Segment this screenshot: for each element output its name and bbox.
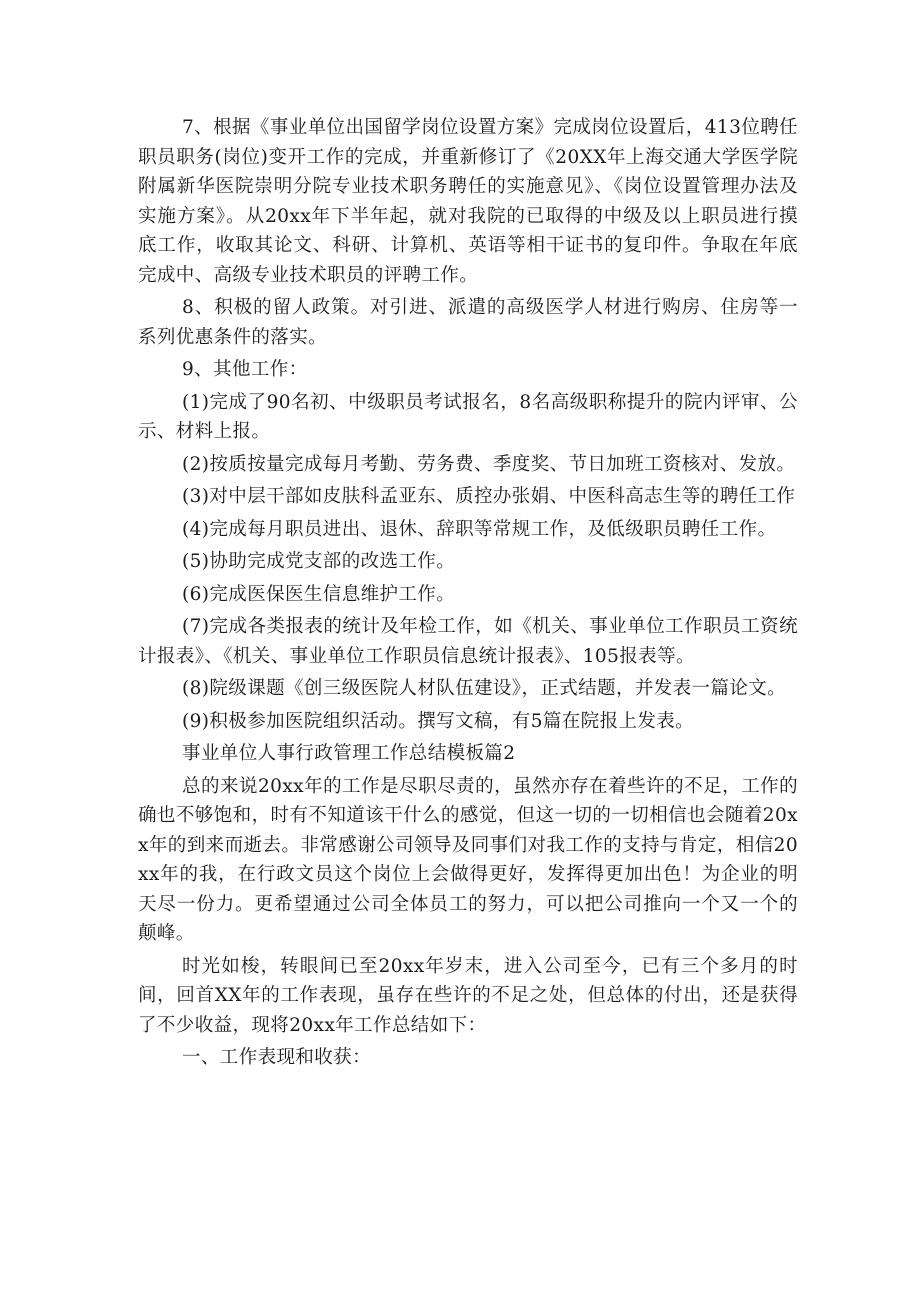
list-item-8: (8)院级课题《创三级医院人材队伍建设》，正式结题，并发表一篇论文。 <box>182 678 787 699</box>
paragraph-item-7: 7、根据《事业单位出国留学岗位设置方案》完成岗位设置后，413位聘任职员职务(岗位)变开工作的完成，并重新修订了《20XX年上海交通大学医学院附属新华医院崇明分院专业技术职务聘任的实施意见》、《岗位设置管理办法及实施方案》。从20xx年下半年起，就对我院的已取得的中级及以上职员进行摸底工作，收取其论文、科研、计算机、英语等相干证书的复印件。争取在年底完成中、高级专业技术职员的评聘工作。 <box>138 117 798 286</box>
list-item-6: (6)完成医保医生信息维护工作。 <box>182 583 456 605</box>
list-item-1: (1)完成了90名初、中级职员考试报名，8名高级职称提升的院内评审、公示、材料上报。 <box>138 391 798 442</box>
section-title: 事业单位人事行政管理工作总结模板篇2 <box>182 743 516 764</box>
list-item-2: (2)按质按量完成每月考勤、劳务费、季度奖、节日加班工资核对、发放。 <box>182 453 796 475</box>
subsection-heading: 一、工作表现和收获： <box>182 1047 372 1068</box>
document-body <box>138 113 798 1073</box>
list-item-9: (9)积极参加医院组织活动。撰写文稿，有5篇在院报上发表。 <box>182 710 695 732</box>
paragraph-item-9: 9、其他工作： <box>182 359 308 380</box>
list-item-3: (3)对中层干部如皮肤科孟亚东、质控办张娟、中医科高志生等的聘任工作 <box>182 486 796 507</box>
list-item-5: (5)协助完成党支部的改选工作。 <box>182 551 456 572</box>
review-paragraph: 时光如梭，转眼间已至20xx年岁末，进入公司至今，已有三个多月的时间，回首XX年的工作表现，虽存在些许的不足之处，但总体的付出，还是获得了不少收益，现将20xx年工作总结如下： <box>138 955 798 1036</box>
summary-paragraph: 总的来说20xx年的工作是尽职尽责的，虽然亦存在着些许的不足，工作的确也不够饱和，时有不知道该干什么的感觉，但这一切的一切相信也会随着20xx年的到来而逝去。非常感谢公司领导及同事们对我工作的支持与肯定，相信20xx年的我，在行政文员这个岗位上会做得更好，发挥得更加出色！为企业的明天尽一份力。更希望通过公司全体员工的努力，可以把公司推向一个又一个的颠峰。 <box>138 775 798 944</box>
list-item-7: (7)完成各类报表的统计及年检工作，如《机关、事业单位工作职员工资统计报表》、《机关、事业单位工作职员信息统计报表》、105报表等。 <box>138 616 798 667</box>
paragraph-item-8: 8、积极的留人政策。对引进、派遣的高级医学人材进行购房、住房等一系列优惠条件的落实。 <box>138 297 798 348</box>
list-item-4: (4)完成每月职员进出、退休、辞职等常规工作，及低级职员聘任工作。 <box>182 518 777 540</box>
